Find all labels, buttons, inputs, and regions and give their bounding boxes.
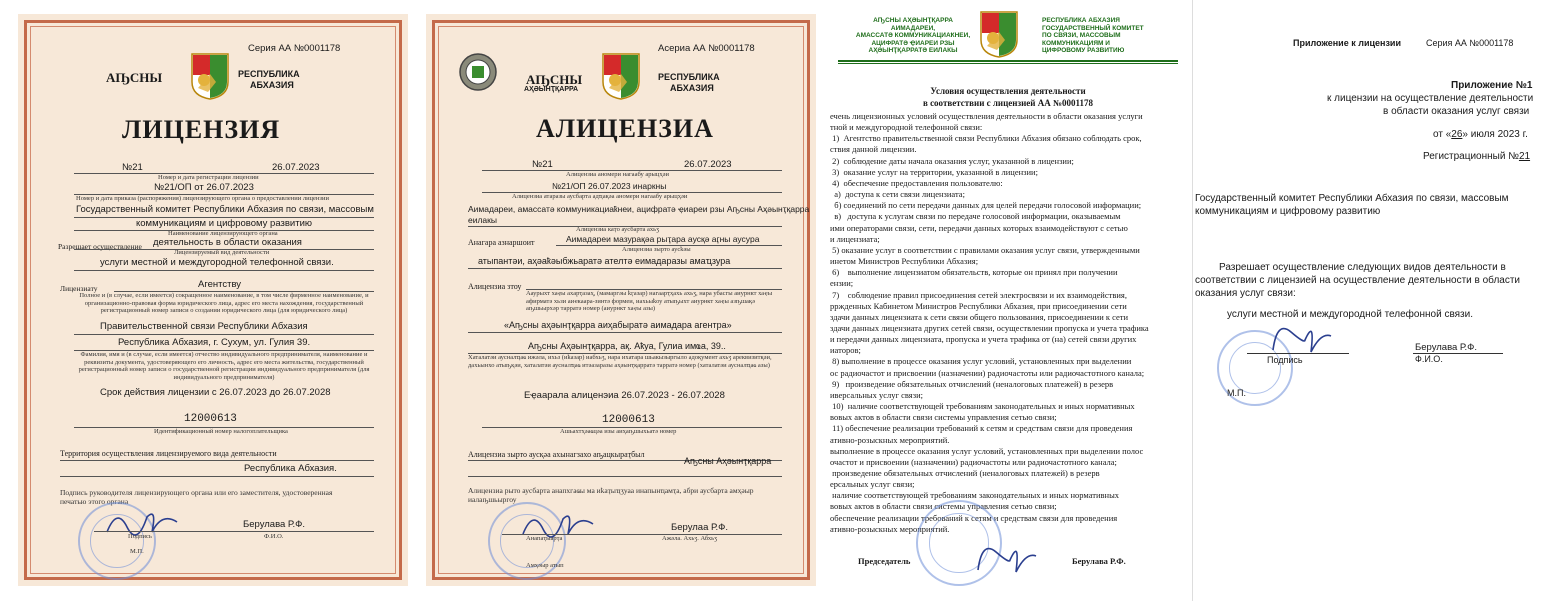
condition-line: иверсальных услуг связи; — [830, 389, 923, 400]
licensee-label: Лицензиату — [60, 284, 98, 293]
activity-line-1: деятельность в области оказания — [153, 237, 302, 248]
caption-order: Алицензиа атаразы аусбарта адҵақәа аномери нагаабу арыцҳәи — [512, 193, 688, 200]
activity-line-2: услуги местной и междугородной телефонной связи. — [100, 257, 334, 268]
condition-line: произведение обязательных отчислений (неналоговых платежей) в резерв — [830, 468, 1100, 478]
condition-line: ствия данной лицензии. — [830, 144, 917, 155]
condition-line: ими операторами связи, сети, передачи данных которых взаимодействуют с сетью — [830, 222, 1128, 233]
condition-line: ечень лицензионных условий осуществления деятельности в области оказания услуги — [830, 111, 1143, 121]
activity-line-1: Аимадареи мазурақәа рыҭара аусқә аӷны аусура — [566, 234, 760, 244]
org-header-russian: РЕСПУБЛИКА АБХАЗИЯ ГОСУДАРСТВЕННЫЙ КОМИТЕТ ПО СВЯЗИ, МАССОВЫМ КОММУНИКАЦИЯМ И ЦИФРОВОМУ РАЗВИТИЮ — [1042, 17, 1144, 54]
condition-line: ативно-розыскных мероприятий. — [830, 523, 950, 534]
round-emblem-icon — [458, 52, 498, 92]
emblem-icon — [190, 52, 230, 100]
annex-document — [1192, 0, 1560, 601]
annex-permit-1: Разрешает осуществление следующих видов деятельности в — [1219, 262, 1506, 273]
condition-line: 3) оказание услуг на территории, указанной в лицензии; — [830, 166, 1038, 177]
condition-line: здачи данных лицензиата к сети связи общего пользования, присоединении к сети — [830, 311, 1129, 322]
signature — [970, 532, 1040, 578]
annex-title: Приложение №1 — [1451, 80, 1533, 91]
person-description: Фамилия, имя и (в случае, если имеется) отчество индивидуального предпринимателя, наименование и реквизиты документа, удостоверяющего его личность, адрес его места жительства, государственный регистрационный номер записи о государственной регистрации индивидуального предпринимателя (для индивидуального предпринимателя) — [78, 351, 370, 381]
conditions-list — [830, 111, 1186, 535]
apsny-subtitle: АҲӘЫНҬҚАРРА — [524, 86, 579, 93]
document-title: ЛИЦЕНЗИЯ — [122, 115, 281, 144]
abkhazia-label: АБХАЗИЯ — [670, 83, 714, 93]
licensee-line-2: Правительственной связи Республики Абхазия — [100, 321, 308, 332]
license-abkhaz — [426, 14, 816, 586]
condition-line: 11) обеспечение реализации требований к сетям и средствам связи для проведения — [830, 423, 1133, 434]
tax-id: 12000613 — [184, 413, 237, 425]
issuer-line-1: Государственный комитет Республики Абхазия по связи, массовым — [76, 204, 374, 215]
annex-org-1: Государственный комитет Республики Абхазия по связи, массовым — [1195, 193, 1509, 204]
condition-line: ерсальных услуг связи; — [830, 479, 915, 490]
caption-tax-id: Ашьахтҳәаҩцәа изы аиҳаҧшыхьатә номер — [560, 428, 677, 435]
abkhazia-label: АБХАЗИЯ — [250, 80, 294, 90]
chair-name: Берулава Р.Ф. — [1072, 556, 1126, 566]
caption-fio: Ф.И.О. — [264, 533, 284, 540]
issuer-line-2: еилакы — [468, 215, 497, 225]
republic-label: РЕСПУБЛИКА — [238, 69, 300, 79]
permits-label: Разрешает осуществление — [58, 242, 142, 251]
license-date: 26.07.2023 — [272, 162, 320, 173]
condition-line: тной и междугородной телефонной связи: — [830, 122, 983, 133]
chair-label: Председатель — [858, 556, 911, 566]
caption-mp: Амҳәыр атып — [526, 562, 564, 569]
annex-caption-mp: М.П. — [1227, 388, 1246, 398]
annex-caption-fio: Ф.И.О. — [1415, 354, 1443, 364]
caption-fio: Ажәла. Ахьӡ. Абхьӡ — [662, 535, 718, 542]
licensee-address: Республика Абхазия, г. Сухум, ул. Гулия 39. — [118, 337, 311, 348]
document-title: АЛИЦЕНЗИА — [536, 114, 714, 143]
annex-registration: Регистрационный №21 — [1423, 151, 1531, 162]
annex-service: услуги местной и междугородной телефонной связи. — [1227, 309, 1474, 320]
condition-line: в) доступа к услугам связи по передаче голосовой информации, оказываемым — [830, 211, 1121, 222]
license-number: №21 — [532, 159, 553, 170]
license-date: 26.07.2023 — [684, 159, 732, 170]
condition-line: инетом Министров Республики Абхазия; — [830, 256, 979, 267]
caption-signature: Анапаҭыарҭа — [526, 535, 563, 542]
issuer-line-1: Аимадареи, амассатә коммуникациаҟнеи, ацифратә ҿиареи рзы Аҧсны Аҳәынҭқарра — [468, 204, 810, 214]
issuer-line-2: коммуникациям и цифровому развитию — [136, 218, 313, 229]
condition-line: обеспечение реализации требований к сетям и средствам связи для проведения — [830, 512, 1118, 523]
apsny-label: АҦСНЫ — [106, 70, 163, 85]
condition-line: 1) Агентство правительственной связи Республики Абхазия обязано соблюдать срок, — [830, 133, 1142, 144]
conditions-heading-1: Условия осуществления деятельности — [930, 86, 1086, 96]
condition-line: 8) выполнение в процессе оказания услуг условий, установленных при выделении — [830, 356, 1132, 367]
condition-line: ензии; — [830, 278, 854, 289]
condition-line: а) доступа к сети связи лицензиата; — [830, 189, 965, 200]
activity-line-2: атыпантәи, аҳәаҟәыбжьаратә ателтә еимадаразы амаҵзура — [478, 256, 731, 266]
condition-line: вовых актов в области связи системы управления сетью связи; — [830, 412, 1057, 423]
caption-issuer: Алицензиа каҭо аусбарта ахьӡ — [576, 226, 660, 233]
caption-order: Номер и дата приказа (распоряжения) лицензирующего органа о предоставлении лицензии — [76, 195, 329, 202]
apsny-label: АҦСНЫ — [526, 72, 583, 87]
condition-line: 9) произведение обязательных отчислений (неналоговых платежей) в резерв — [830, 378, 1114, 389]
republic-label: РЕСПУБЛИКА — [658, 72, 720, 82]
annex-permit-3: оказания услуг связи: — [1195, 288, 1296, 299]
licensee-description: Полное и (в случае, если имеется) сокращенное наименование, в том числе фирменное наименование, и организационно-правовая форма юридического лица, адрес его места нахождения, государственный регистрационный номер записи о создании юридического лица (для юридического лица) — [79, 292, 369, 314]
series-number: Серия АА №0001178 — [248, 43, 341, 54]
permit-label: Анагара азнаршоит — [468, 238, 535, 247]
condition-line: и лицензиата; — [830, 233, 880, 244]
annex-desc-1: к лицензии на осуществление деятельности — [1327, 93, 1534, 104]
annex-org-2: коммуникациям и цифровому развитию — [1195, 206, 1381, 217]
condition-line: 2) соблюдение даты начала оказания услуг, указанной в лицензии; — [830, 155, 1074, 166]
license-number: №21 — [122, 162, 143, 173]
condition-line: ос радиочастот и присвоении (назначении) радиочастоты или радиочастотного канала; — [830, 367, 1145, 378]
territory-label: Территория осуществления лицензируемого вида деятельности — [60, 449, 277, 458]
annex-permit-2: соответствии с лицензией на осуществление деятельности в области — [1195, 275, 1521, 286]
caption-number-date: Номер и дата регистрации лицензии — [158, 174, 259, 181]
annex-caption-signature: Подпись — [1267, 355, 1303, 365]
caption-mp: М.П. — [130, 548, 144, 555]
order-number: №21/ОП от 26.07.2023 — [154, 182, 254, 193]
signer-name: Берулава Р.Ф. — [243, 519, 305, 530]
caption-activity: Алицензиа зырто аусҟәы — [622, 246, 691, 253]
condition-line: рржденных Кабинетом Министров Республики Абхазия, при присоединении сети — [830, 300, 1127, 311]
emblem-icon — [601, 52, 641, 100]
tax-id: 12000613 — [602, 414, 655, 426]
condition-line: 4) обеспечение предоставления пользователю: — [830, 177, 1003, 188]
condition-line: 10) наличие соответствующей требованиям законодательных и иных нормативных — [830, 401, 1135, 412]
caption-tax-id: Идентификационный номер налогоплательщика — [154, 428, 288, 435]
condition-line: и передачи данных лицензиата, пропуска и учета трафика от (на) сетей связи других — [830, 334, 1137, 345]
signature-caption: Алицензиа рыто аусбарта анапхгаҩы ма иҟаҭыҵӡуаа инапынҵамҭа, абри аусбарта амҳәыр иалаҧшьыргоу — [468, 486, 754, 504]
validity-period: Срок действия лицензии с 26.07.2023 до 26.07.2028 — [100, 387, 331, 398]
condition-line: иаторов; — [830, 345, 861, 356]
annex-header-series: Серия АА №0001178 — [1426, 38, 1514, 48]
caption-number-date: Алицензиа аномери нагаабу арыцҳәи — [566, 171, 669, 178]
signature — [1265, 312, 1335, 358]
order-number: №21/ОП 26.07.2023 инаркны — [552, 181, 667, 191]
caption-activity: Лицензируемый вид деятельности — [174, 249, 270, 256]
signature-caption: Подпись руководителя лицензирующего органа или его заместителя, удостоверенная печатью этого органа — [60, 488, 333, 506]
territory-value: Аҧсны Аҳәынҭқарра — [684, 456, 772, 466]
annex-header-label: Приложение к лицензии — [1293, 38, 1401, 48]
series-number: Асериа АА №0001178 — [658, 43, 755, 54]
caption-signature: Подпись — [128, 533, 152, 540]
licensee-line-1: «Аҧсны аҳәынҭқарра аиҳабыратә аимадара агентра» — [504, 320, 732, 330]
condition-line: здачи данных лицензиата других сетей связи, осуществлении пропуска и учета трафика — [830, 322, 1149, 333]
person-description: Хаталатәи аусналҵаҩ ижәла, ихьз (иҟазар) иабхьӡ, нара ихатара шьакызыргыло адоқумент ахьӡ ареквизитқәи, дахьынхо атыҧқәи, хаталатәи аусналҵаҩ итәазаразы аҳәынҭқарратә тарратә номер (хаталатәи аусналҵаҩ азы) — [468, 354, 772, 369]
annex-desc-2: в области оказания услуг связи — [1383, 106, 1530, 117]
signer-name: Берулаа Р.Ф. — [671, 522, 729, 533]
licensee-line-1: Агентству — [198, 279, 242, 290]
condition-line: выполнение в процессе оказания услуг условий, установленных при выделении полос — [830, 445, 1144, 456]
emblem-icon — [978, 10, 1020, 58]
condition-line: вовых актов в области связи системы управления сетью связи; — [830, 501, 1057, 512]
condition-line: ативно-розыскных мероприятий. — [830, 434, 950, 445]
validity-period: Еҿаарала алиценэиа 26.07.2023 - 26.07.2028 — [524, 390, 725, 401]
licensee-description: Ааурыхт хаҿы ахарҭазаҳ, (мамаргәы ҟӷазар) нагаарҭҳахь ахьӡ, нара убасгы аиурнкт хаҿы афирматә хьзи аиҽкаара-зинтә формеи, иахьыҟоу атыҧыхт аиурнкт хаҿы азҧшақә аҧшьырхәр тарратә номер (аиурнкт хаҿы азы) — [526, 290, 773, 312]
license-russian — [18, 14, 408, 586]
condition-line: 5) оказание услуг в соответствии с правилами оказания услуг связи, утвержденными — [830, 244, 1140, 255]
org-header-abkhaz: АҦСНЫ АҲӘЫНҬҚАРРА АИМАДАРЕИ, АМАССАТӘ КОММУНИКАЦИАҞНЕИ, АЦИФРАТӘ ҾИАРЕИ РЗЫ АҲӘЫНҬҚАРРАТӘ ЕИЛАКЫ — [855, 17, 971, 54]
conditions-heading-2: в соответствии с лицензией АА №0001178 — [922, 98, 1094, 108]
annex-signer: Берулава Р.Ф. — [1415, 342, 1477, 353]
condition-line: 7) соблюдение правил присоединения сетей электросвязи и их взаимодействия, — [830, 289, 1127, 300]
conditions-document — [828, 0, 1188, 601]
territory-label: Алицензиа зырто аусқәа ахынагзахо аҧацкыраҭбыл — [468, 450, 645, 459]
territory-value: Республика Абхазия. — [244, 463, 337, 474]
condition-line: 6) выполнение лицензиатом обязательств, которые он принял при получении — [830, 267, 1118, 278]
condition-line: очастот и присвоении (назначении) радиочастоты или радиочастотного канала; — [830, 456, 1117, 467]
licensee-label: Алицензиа зтоу — [468, 282, 522, 291]
condition-line: б) соединений по сети передачи данных для целей передачи голосовой информации; — [830, 200, 1142, 211]
caption-issuer: Наименование лицензирующего органа — [168, 230, 278, 237]
condition-line: наличие соответствующей требованиям законодательных и иных нормативных — [830, 490, 1120, 501]
licensee-address: Аҧсны Аҳәынҭқарра, ақ. Аҟуа, Гулиа имҩа, 39.. — [528, 341, 726, 351]
annex-date: от «26» июля 2023 г. — [1433, 129, 1528, 140]
